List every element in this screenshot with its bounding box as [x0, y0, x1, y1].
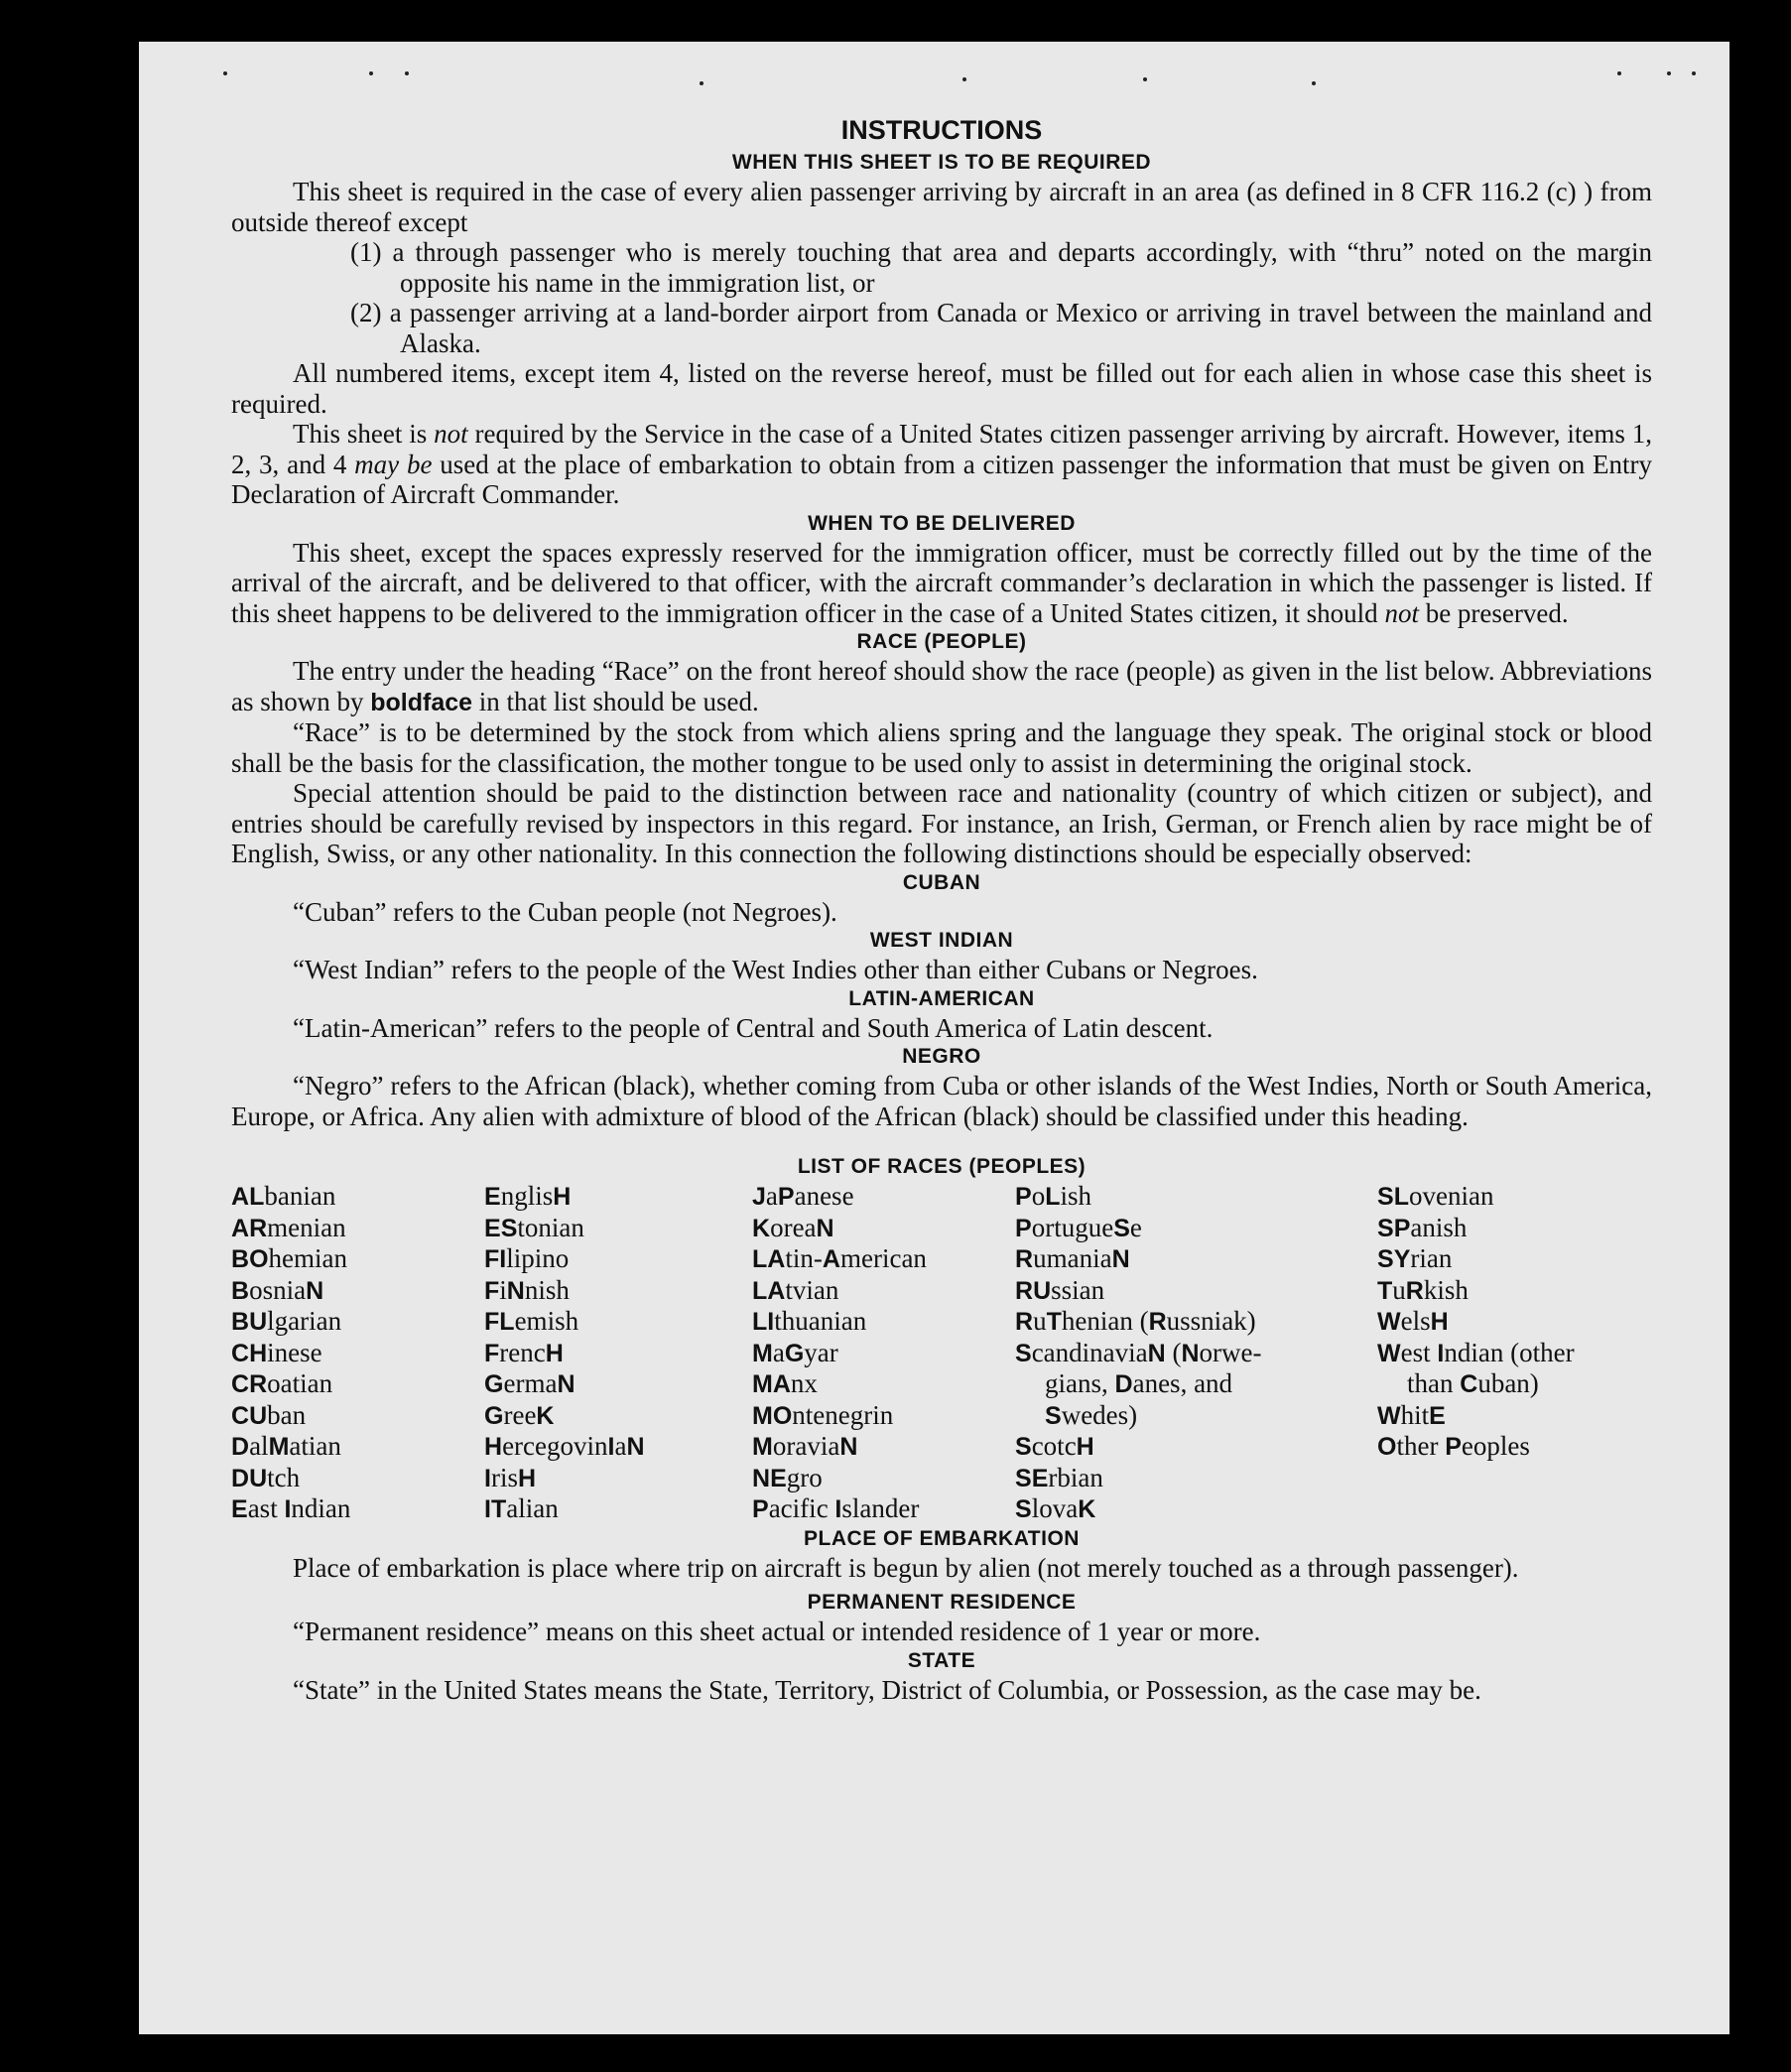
- race-entry: KoreaN: [752, 1212, 834, 1242]
- race-entry: SYrian: [1377, 1243, 1453, 1273]
- race-entry: NEgro: [752, 1462, 823, 1492]
- race-entry: Other Peoples: [1377, 1431, 1530, 1461]
- race-entry: TuRkish: [1377, 1274, 1469, 1305]
- race-entry: BOhemian: [231, 1243, 348, 1273]
- race-entry: Pacific Islander: [752, 1493, 920, 1523]
- race-entry: EStonian: [484, 1212, 584, 1242]
- race-entry: MoraviaN: [752, 1431, 858, 1461]
- race-entry: CUban: [231, 1399, 307, 1430]
- punch-marks: [139, 71, 1729, 91]
- race-entry: GermaN: [484, 1368, 576, 1398]
- race-column-2: [484, 1181, 752, 1525]
- race-entry: CRoatian: [231, 1368, 333, 1398]
- race-entry: RumaniaN: [1015, 1243, 1130, 1273]
- race-paragraph-1: [231, 656, 1652, 717]
- heading-west-indian: WEST INDIAN: [869, 929, 1014, 952]
- mark-dot: [962, 77, 966, 81]
- race-entry: FLemish: [484, 1306, 579, 1336]
- race-entry: MOntenegrin: [752, 1399, 894, 1430]
- race-entry: DalMatian: [231, 1431, 341, 1461]
- race-entry: GreeK: [484, 1399, 555, 1430]
- race-list: [231, 1181, 1652, 1525]
- heading-state: STATE: [907, 1648, 976, 1672]
- boldface-word: boldface: [370, 688, 473, 716]
- when-delivered-paragraph: [231, 538, 1652, 629]
- exception-item-2: (2) a passenger arriving at a land-border airport from Canada or Mexico or arriving in travel between the mainland and Alaska.: [350, 298, 1652, 358]
- mark-dot: [1692, 71, 1696, 75]
- emphasis-not: not: [1384, 597, 1419, 628]
- race-column-1: [231, 1181, 484, 1525]
- citizen-paragraph: [231, 419, 1652, 510]
- race-entry: RUssian: [1015, 1274, 1105, 1305]
- heading-negro: NEGRO: [902, 1045, 981, 1068]
- text-span: This sheet is: [293, 419, 435, 449]
- race-entry: FiNnish: [484, 1274, 570, 1305]
- text-span: used at the place of embarkation to obtain from a citizen passenger the information that must be given on Entry Declaration of Aircraft Commander.: [231, 449, 1652, 509]
- race-column-3: [752, 1181, 1015, 1525]
- heading-latin-american: LATIN-AMERICAN: [848, 986, 1035, 1010]
- mark-dot: [223, 71, 227, 75]
- race-entry: MaGyar: [752, 1337, 838, 1367]
- heading-when-delivered: WHEN TO BE DELIVERED: [808, 511, 1076, 535]
- mark-dot: [1617, 71, 1621, 75]
- race-column-5: [1377, 1181, 1652, 1525]
- race-entry-continued: gians, Danes, and: [1045, 1368, 1233, 1398]
- cuban-paragraph: “Cuban” refers to the Cuban people (not Negroes).: [293, 896, 837, 927]
- race-entry: DUtch: [231, 1462, 301, 1492]
- race-entry: SErbian: [1015, 1462, 1103, 1492]
- mark-dot: [1143, 77, 1147, 81]
- mark-dot: [1667, 71, 1671, 75]
- heading-place-of-embarkation: PLACE OF EMBARKATION: [804, 1526, 1080, 1550]
- heading-list-of-races: LIST OF RACES (PEOPLES): [797, 1155, 1087, 1178]
- heading-cuban: CUBAN: [902, 870, 981, 894]
- west-indian-paragraph: “West Indian” refers to the people of the West Indies other than either Cubans or Negroes.: [293, 955, 1258, 984]
- numbered-items-paragraph: All numbered items, except item 4, listed on the reverse hereof, must be filled out for each alien in whose case this sheet is required.: [231, 358, 1652, 419]
- mark-dot: [369, 71, 373, 75]
- race-column-4: [1015, 1181, 1377, 1525]
- race-entry: West Indian (other: [1377, 1337, 1575, 1367]
- race-entry: IrisH: [484, 1462, 537, 1492]
- heading-when-required: WHEN THIS SHEET IS TO BE REQUIRED: [731, 151, 1152, 174]
- mark-dot: [700, 81, 704, 85]
- mark-dot: [405, 71, 409, 75]
- race-entry-continued: Swedes): [1045, 1399, 1138, 1430]
- race-entry: JaPanese: [752, 1181, 854, 1211]
- text-span: be preserved.: [1418, 597, 1569, 628]
- race-entry: RuThenian (Russniak): [1015, 1306, 1256, 1336]
- race-paragraph-3: Special attention should be paid to the distinction between race and nationality (country of which citizen or subject), and entries should be carefully revised by inspectors in this regard. For instance, an Irish, German, or French alien by race might be of English, Swiss, or any other nationality. In this connection the following distinctions should be especially observed:: [231, 778, 1652, 868]
- text-span: in that list should be used.: [472, 686, 759, 716]
- text-span: required by the Service in the case of a United States citizen passenger arriving by aircraft. However, items 1, 2, 3, and 4: [231, 419, 1652, 479]
- race-entry: HercegovinIaN: [484, 1431, 645, 1461]
- race-entry: SPanish: [1377, 1212, 1468, 1242]
- race-entry: SlovaK: [1015, 1493, 1096, 1523]
- race-entry: FrencH: [484, 1337, 564, 1367]
- race-entry: EnglisH: [484, 1181, 572, 1211]
- latin-american-paragraph: “Latin-American” refers to the people of Central and South America of Latin descent.: [293, 1012, 1214, 1043]
- residence-paragraph: “Permanent residence” means on this sheet actual or intended residence of 1 year or more.: [293, 1617, 1261, 1646]
- emphasis-may-be: may be: [354, 449, 433, 479]
- race-entry: CHinese: [231, 1337, 322, 1367]
- heading-permanent-residence: PERMANENT RESIDENCE: [807, 1591, 1077, 1614]
- race-entry: ScandinaviaN (Norwe-: [1015, 1337, 1262, 1367]
- race-entry: East Indian: [231, 1493, 351, 1523]
- embarkation-paragraph: Place of embarkation is place where trip on aircraft is begun by alien (not merely touched as a through passenger).: [293, 1552, 1519, 1583]
- when-required-intro: This sheet is required in the case of every alien passenger arriving by aircraft in an area (as defined in 8 CFR 116.2 (c) ) from outside thereof except: [231, 177, 1652, 237]
- race-entry: ALbanian: [231, 1181, 336, 1211]
- race-entry: ARmenian: [231, 1212, 346, 1242]
- race-entry: WelsH: [1377, 1306, 1449, 1336]
- race-paragraph-2: “Race” is to be determined by the stock from which aliens spring and the language they speak. The original stock or blood shall be the basis for the classification, the mother tongue to be used only to assist in determining the original stock.: [231, 717, 1652, 778]
- race-entry-continued: than Cuban): [1407, 1368, 1539, 1398]
- text-span: The entry under the heading “Race” on the front hereof should show the race (people) as given in the list below. Abbreviations as shown by: [231, 656, 1652, 716]
- race-entry: LAtin-American: [752, 1243, 927, 1273]
- race-entry: BosniaN: [231, 1274, 324, 1305]
- page-title: INSTRUCTIONS: [840, 115, 1043, 145]
- race-entry: SLovenian: [1377, 1181, 1494, 1211]
- instructions-body: [231, 111, 1652, 1705]
- race-entry: LIthuanian: [752, 1306, 867, 1336]
- state-paragraph: “State” in the United States means the State, Territory, District of Columbia, or Possession, as the case may be.: [293, 1674, 1481, 1705]
- race-entry: WhitE: [1377, 1399, 1446, 1430]
- document-page: [139, 42, 1729, 2034]
- exception-item-1: (1) a through passenger who is merely touching that area and departs accordingly, with “thru” noted on the margin opposite his name in the immigration list, or: [350, 237, 1652, 298]
- heading-race: RACE (PEOPLE): [856, 630, 1027, 653]
- text-span: This sheet, except the spaces expressly reserved for the immigration officer, must be correctly filled out by the time of the arrival of the aircraft, and be delivered to that officer, with the aircraft commander’s declaration in which the passenger is listed. If this sheet happens to be delivered to the immigration officer in the case of a United States citizen, it should: [231, 537, 1652, 628]
- race-entry: MAnx: [752, 1368, 818, 1398]
- race-entry: ScotcH: [1015, 1431, 1094, 1461]
- negro-paragraph: “Negro” refers to the African (black), whether coming from Cuba or other islands of the West Indies, North or South America, Europe, or Africa. Any alien with admixture of blood of the African (black) should be classified under this heading.: [231, 1071, 1652, 1131]
- race-entry: FIlipino: [484, 1243, 570, 1273]
- race-entry: LAtvian: [752, 1274, 839, 1305]
- mark-dot: [1312, 81, 1316, 85]
- race-entry: PoLish: [1015, 1181, 1091, 1211]
- race-entry: ITalian: [484, 1493, 559, 1523]
- race-entry: PortugueSe: [1015, 1212, 1142, 1242]
- emphasis-not: not: [434, 419, 468, 449]
- race-entry: BUlgarian: [231, 1306, 342, 1336]
